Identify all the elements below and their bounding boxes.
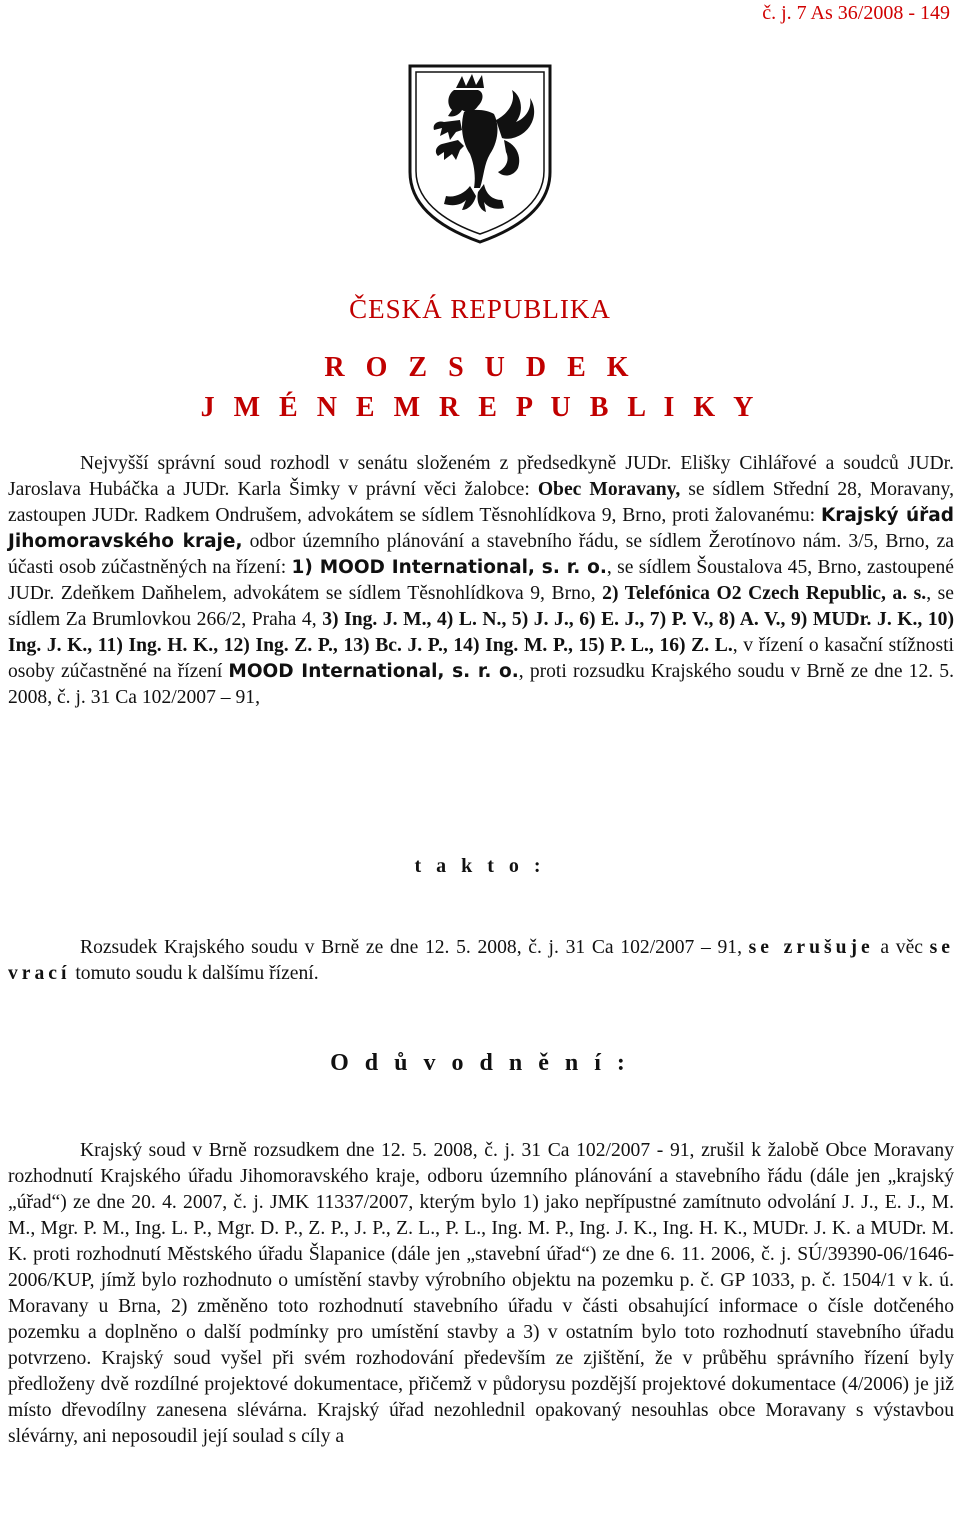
participants-list: 3) Ing. J. M., 4) L. N., 5) J. J., 6) E. J., 7) P. V., 8) A. V., 9) MUDr. J. K., 10) Ing. J. K., 11) Ing. H. K., 12) Ing. Z. P., 13) Bc. J. P., 14) Ing. M. P., 15) P. L., 16) Z. L. [8, 609, 954, 656]
plaintiff-name: Obec Moravany, [537, 479, 681, 500]
in-name-of-republic-title: J M É N E M R E P U B L I K Y [200, 392, 760, 423]
intro-text: , v řízení o kasační stížnosti osoby zúčastněné na řízení [8, 635, 954, 682]
participant-mood: 1) MOOD International, s. r. o. [291, 557, 607, 578]
intro-text: , proti rozsudku Krajského soudu v Brně ze dne 12. 5. 2008, č. j. 31 Ca 102/2007 – 91, [8, 661, 954, 708]
defendant-name: Krajský úřad Jihomoravského kraje, [8, 505, 954, 552]
verdict-title: R O Z S U D E K [324, 352, 636, 383]
reasoning-paragraph: Krajský soud v Brně rozsudkem dne 12. 5. 2008, č. j. 31 Ca 102/2007 - 91, zrušil k žalobě Obce Moravany rozhodnutí Krajského úřadu Jihomoravského kraje, odboru územního plánování a stavebního řádu (dále jen „krajský „úřad“) ze dne 20. 4. 2007, č. j. JMK 11337/2007, kterým bylo 1) jako nepřípustné zamítnuto odvolání J. J., E. J., M. M., Mgr. P. M., Ing. L. P., Mgr. D. P., Z. P., J. P., Z. L., P. L., Ing. M. P., Ing. J. K., Ing. H. K., MUDr. J. K. a MUDr. M. K. proti rozhodnutí Městského úřadu Šlapanice (dále jen „stavební úřad“) ze dne 6. 11. 2006, č. j. SÚ/39390-06/1646-2006/KUP, jímž bylo rozhodnuto o umístění stavby výrobního objektu na pozemku p. č. GP 1033, p. č. 1504/1 v k. ú. Moravany u Brna, 2) změněno toto rozhodnutí stavebního úřadu v části obsahující informace o čísle dotčeného pozemku a doplněno o další podmínky pro umístění stavby a 3) v ostatním bylo toto rozhodnutí stavebního úřadu potvrzeno. Krajský soud vyšel při svém rozhodování především ze zjištění, že v průběhu správního řízení byly předloženy dvě rozdílné projektové dokumentace, přičemž v půdorysu pozdější projektové dokumentace (4/2006) je již místo dřevodílny zanesena slévárna. Krajský úřad nezohlednil opakovaný nesouhlas obce Moravany s výstavbou slévárny, ani neposoudil její soulad s cíly a [8, 1140, 954, 1447]
takto-heading: t a k t o : [414, 855, 546, 877]
intro-text: se sídlem Střední 28, Moravany, zastoupen JUDr. Radkem Ondrušem, advokátem se sídlem Těsnohlídkova 9, Brno, proti žalovanému: [8, 479, 954, 526]
intro-text: Nejvyšší správní soud rozhodl v senátu složeném z předsedkyně JUDr. Elišky Cihlářové a soudců JUDr. Jaroslava Hubáčka a JUDr. Karla Šimky v právní věci žalobce: [8, 453, 954, 500]
annul-phrase: se zrušuje [748, 937, 874, 958]
reasoning-heading: O d ů v o d n ě n í : [330, 1050, 630, 1076]
intro-paragraph [8, 451, 954, 711]
return-phrase: se vrací [8, 937, 954, 984]
decision-paragraph [8, 935, 954, 987]
decision-text: tomuto soudu k dalšímu řízení. [70, 963, 319, 984]
intro-text: odbor územního plánování a stavebního řádu, se sídlem Žerotínovo nám. 3/5, Brno, za účasti osob zúčastněných na řízení: [8, 531, 954, 578]
case-reference: č. j. 7 As 36/2008 - 149 [762, 2, 950, 24]
country-title: ČESKÁ REPUBLIKA [349, 294, 611, 324]
decision-text: Rozsudek Krajského soudu v Brně ze dne 12. 5. 2008, č. j. 31 Ca 102/2007 – 91, [80, 937, 749, 958]
complainant-name: MOOD International, s. r. o. [228, 661, 519, 682]
czech-coat-of-arms-lion-icon [404, 60, 556, 246]
intro-text: , se sídlem Šoustalova 45, Brno, zastoupené JUDr. Zdeňkem Daňhelem, advokátem se sídlem Těsnohlídkova 9, Brno, [8, 557, 954, 604]
decision-text: a věc [873, 937, 930, 958]
participant-telefonica: 2) Telefónica O2 Czech Republic, a. s. [602, 583, 927, 604]
intro-text: , se sídlem Za Brumlovkou 266/2, Praha 4, [8, 583, 954, 630]
